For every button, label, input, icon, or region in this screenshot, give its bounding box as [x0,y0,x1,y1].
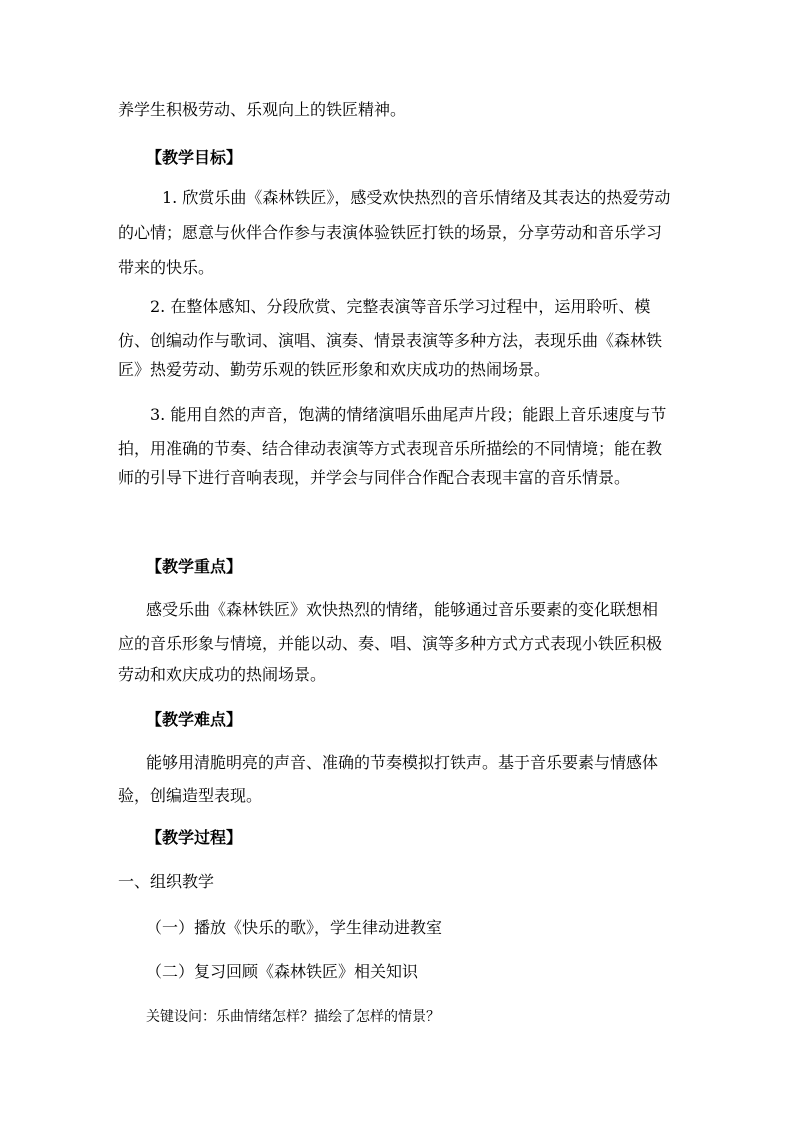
difficulty-heading: 【教学难点】 [146,710,243,729]
sub-item-1: （一）播放《快乐的歌》，学生律动进教室 [146,918,443,937]
goal-2-line-2: 仿、创编动作与歌词、演唱、演奏、情景表演等多种方法，表现乐曲《森林铁 [118,331,663,350]
goal-3-line-3: 师的引导下进行音响表现，并学会与同伴合作配合表现丰富的音乐情景。 [118,468,631,487]
difficulty-line-1: 能够用清脆明亮的声音、准确的节奏模拟打铁声。基于音乐要素与情感体 [146,753,659,772]
goal-3-line-2: 拍，用准确的节奏、结合律动表演等方式表现音乐所描绘的不同情境；能在教 [118,439,663,458]
goal-3-line-1: 3. 能用自然的声音，饱满的情绪演唱乐曲尾声片段；能跟上音乐速度与节 [150,405,667,424]
goal-1-line-1: 1. 欣赏乐曲《森林铁匠》，感受欢快热烈的音乐情绪及其表达的热爱劳动 [162,188,671,207]
key-points-heading: 【教学重点】 [146,557,243,576]
goal-1-line-2: 的心情；愿意与伙伴合作参与表演体验铁匠打铁的场景，分享劳动和音乐学习 [118,223,663,242]
key-points-line-1: 感受乐曲《森林铁匠》欢快热烈的情绪，能够通过音乐要素的变化联想相 [146,600,659,619]
goal-2-line-3: 匠》热爱劳动、勤劳乐观的铁匠形象和欢庆成功的热闹场景。 [118,360,551,379]
goal-1-line-3: 带来的快乐。 [118,258,215,277]
goals-heading: 【教学目标】 [146,148,243,167]
key-points-line-2: 应的音乐形象与情境，并能以动、奏、唱、演等多种方式方式表现小铁匠积极 [118,634,663,653]
sub-item-2: （二）复习回顾《森林铁匠》相关知识 [146,962,419,981]
intro-tail-text: 养学生积极劳动、乐观向上的铁匠精神。 [118,100,407,119]
goal-2-line-1: 2. 在整体感知、分段欣赏、完整表演等音乐学习过程中，运用聆听、模 [150,297,651,316]
section-1-heading: 一、组织教学 [118,872,215,891]
process-heading: 【教学过程】 [146,828,243,847]
difficulty-line-2: 验，创编造型表现。 [118,786,263,805]
key-points-line-3: 劳动和欢庆成功的热闹场景。 [118,665,327,684]
key-question: 关键设问：乐曲情绪怎样？描绘了怎样的情景？ [146,1009,440,1025]
